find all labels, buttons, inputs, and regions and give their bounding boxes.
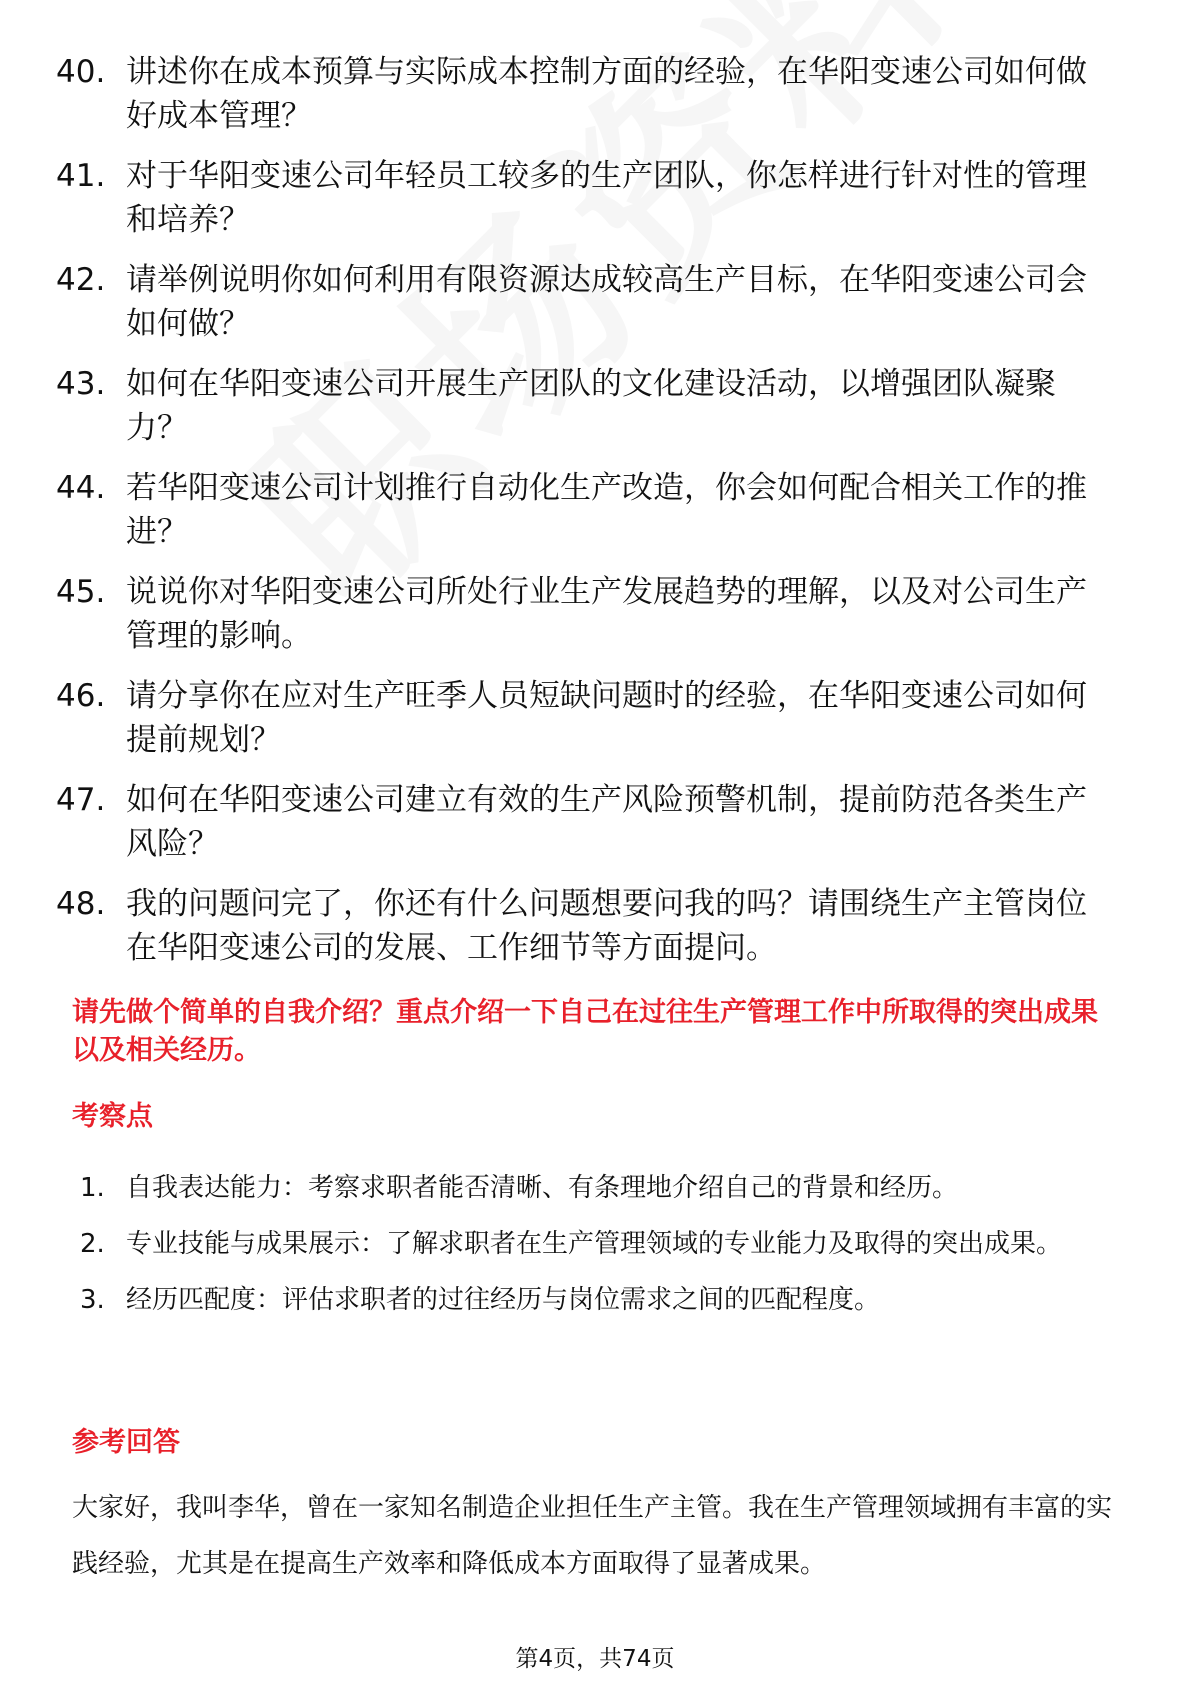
point-text: 经历匹配度：评估求职者的过往经历与岗位需求之间的匹配程度。: [126, 1285, 881, 1315]
question-number: 42.: [56, 262, 106, 298]
kaochadian-points: [80, 1160, 1120, 1328]
question-item: [56, 154, 1116, 242]
question-item: [56, 570, 1116, 658]
question-text: 请举例说明你如何利用有限资源达成较高生产目标，在华阳变速公司会如何做？: [126, 262, 1087, 342]
point-number: 2.: [80, 1229, 105, 1259]
kaochadian-label: 考察点: [72, 1101, 153, 1132]
question-number: 48.: [56, 886, 106, 922]
question-item: [56, 362, 1116, 450]
kaochadian-point: [80, 1160, 1120, 1216]
question-text: 对于华阳变速公司年轻员工较多的生产团队，你怎样进行针对性的管理和培养？: [126, 158, 1087, 238]
point-text: 自我表达能力：考察求职者能否清晰、有条理地介绍自己的背景和经历。: [126, 1173, 959, 1203]
highlight-question: 请先做个简单的自我介绍？重点介绍一下自己在过往生产管理工作中所取得的突出成果以及相关经历。: [72, 997, 1098, 1066]
kaochadian-point: [80, 1216, 1120, 1272]
question-number: 46.: [56, 678, 106, 714]
question-list: [56, 50, 1116, 986]
question-item: [56, 778, 1116, 866]
question-number: 41.: [56, 158, 106, 194]
question-text: 我的问题问完了，你还有什么问题想要问我的吗？请围绕生产主管岗位在华阳变速公司的发展、工作细节等方面提问。: [126, 886, 1087, 966]
page-footer: 第4页，共74页: [515, 1646, 675, 1672]
cankaohuida-label: 参考回答: [72, 1427, 180, 1458]
reference-answer: 大家好，我叫李华，曾在一家知名制造企业担任生产主管。我在生产管理领域拥有丰富的实践经验，尤其是在提高生产效率和降低成本方面取得了显著成果。: [72, 1493, 1113, 1579]
question-item: [56, 258, 1116, 346]
question-text: 请分享你在应对生产旺季人员短缺问题时的经验，在华阳变速公司如何提前规划？: [126, 678, 1087, 758]
question-number: 47.: [56, 782, 106, 818]
question-item: [56, 50, 1116, 138]
question-number: 44.: [56, 470, 106, 506]
point-number: 3.: [80, 1285, 105, 1315]
point-text: 专业技能与成果展示：了解求职者在生产管理领域的专业能力及取得的突出成果。: [126, 1229, 1063, 1259]
question-text: 若华阳变速公司计划推行自动化生产改造，你会如何配合相关工作的推进？: [126, 470, 1087, 550]
kaochadian-point: [80, 1272, 1120, 1328]
question-number: 43.: [56, 366, 106, 402]
question-item: [56, 466, 1116, 554]
question-item: [56, 882, 1116, 970]
question-item: [56, 674, 1116, 762]
question-number: 45.: [56, 574, 106, 610]
question-text: 说说你对华阳变速公司所处行业生产发展趋势的理解，以及对公司生产管理的影响。: [126, 574, 1087, 654]
question-text: 讲述你在成本预算与实际成本控制方面的经验，在华阳变速公司如何做好成本管理？: [126, 54, 1087, 134]
question-text: 如何在华阳变速公司开展生产团队的文化建设活动，以增强团队凝聚力？: [126, 366, 1056, 446]
point-number: 1.: [80, 1173, 105, 1203]
question-text: 如何在华阳变速公司建立有效的生产风险预警机制，提前防范各类生产风险？: [126, 782, 1087, 862]
question-number: 40.: [56, 54, 106, 90]
